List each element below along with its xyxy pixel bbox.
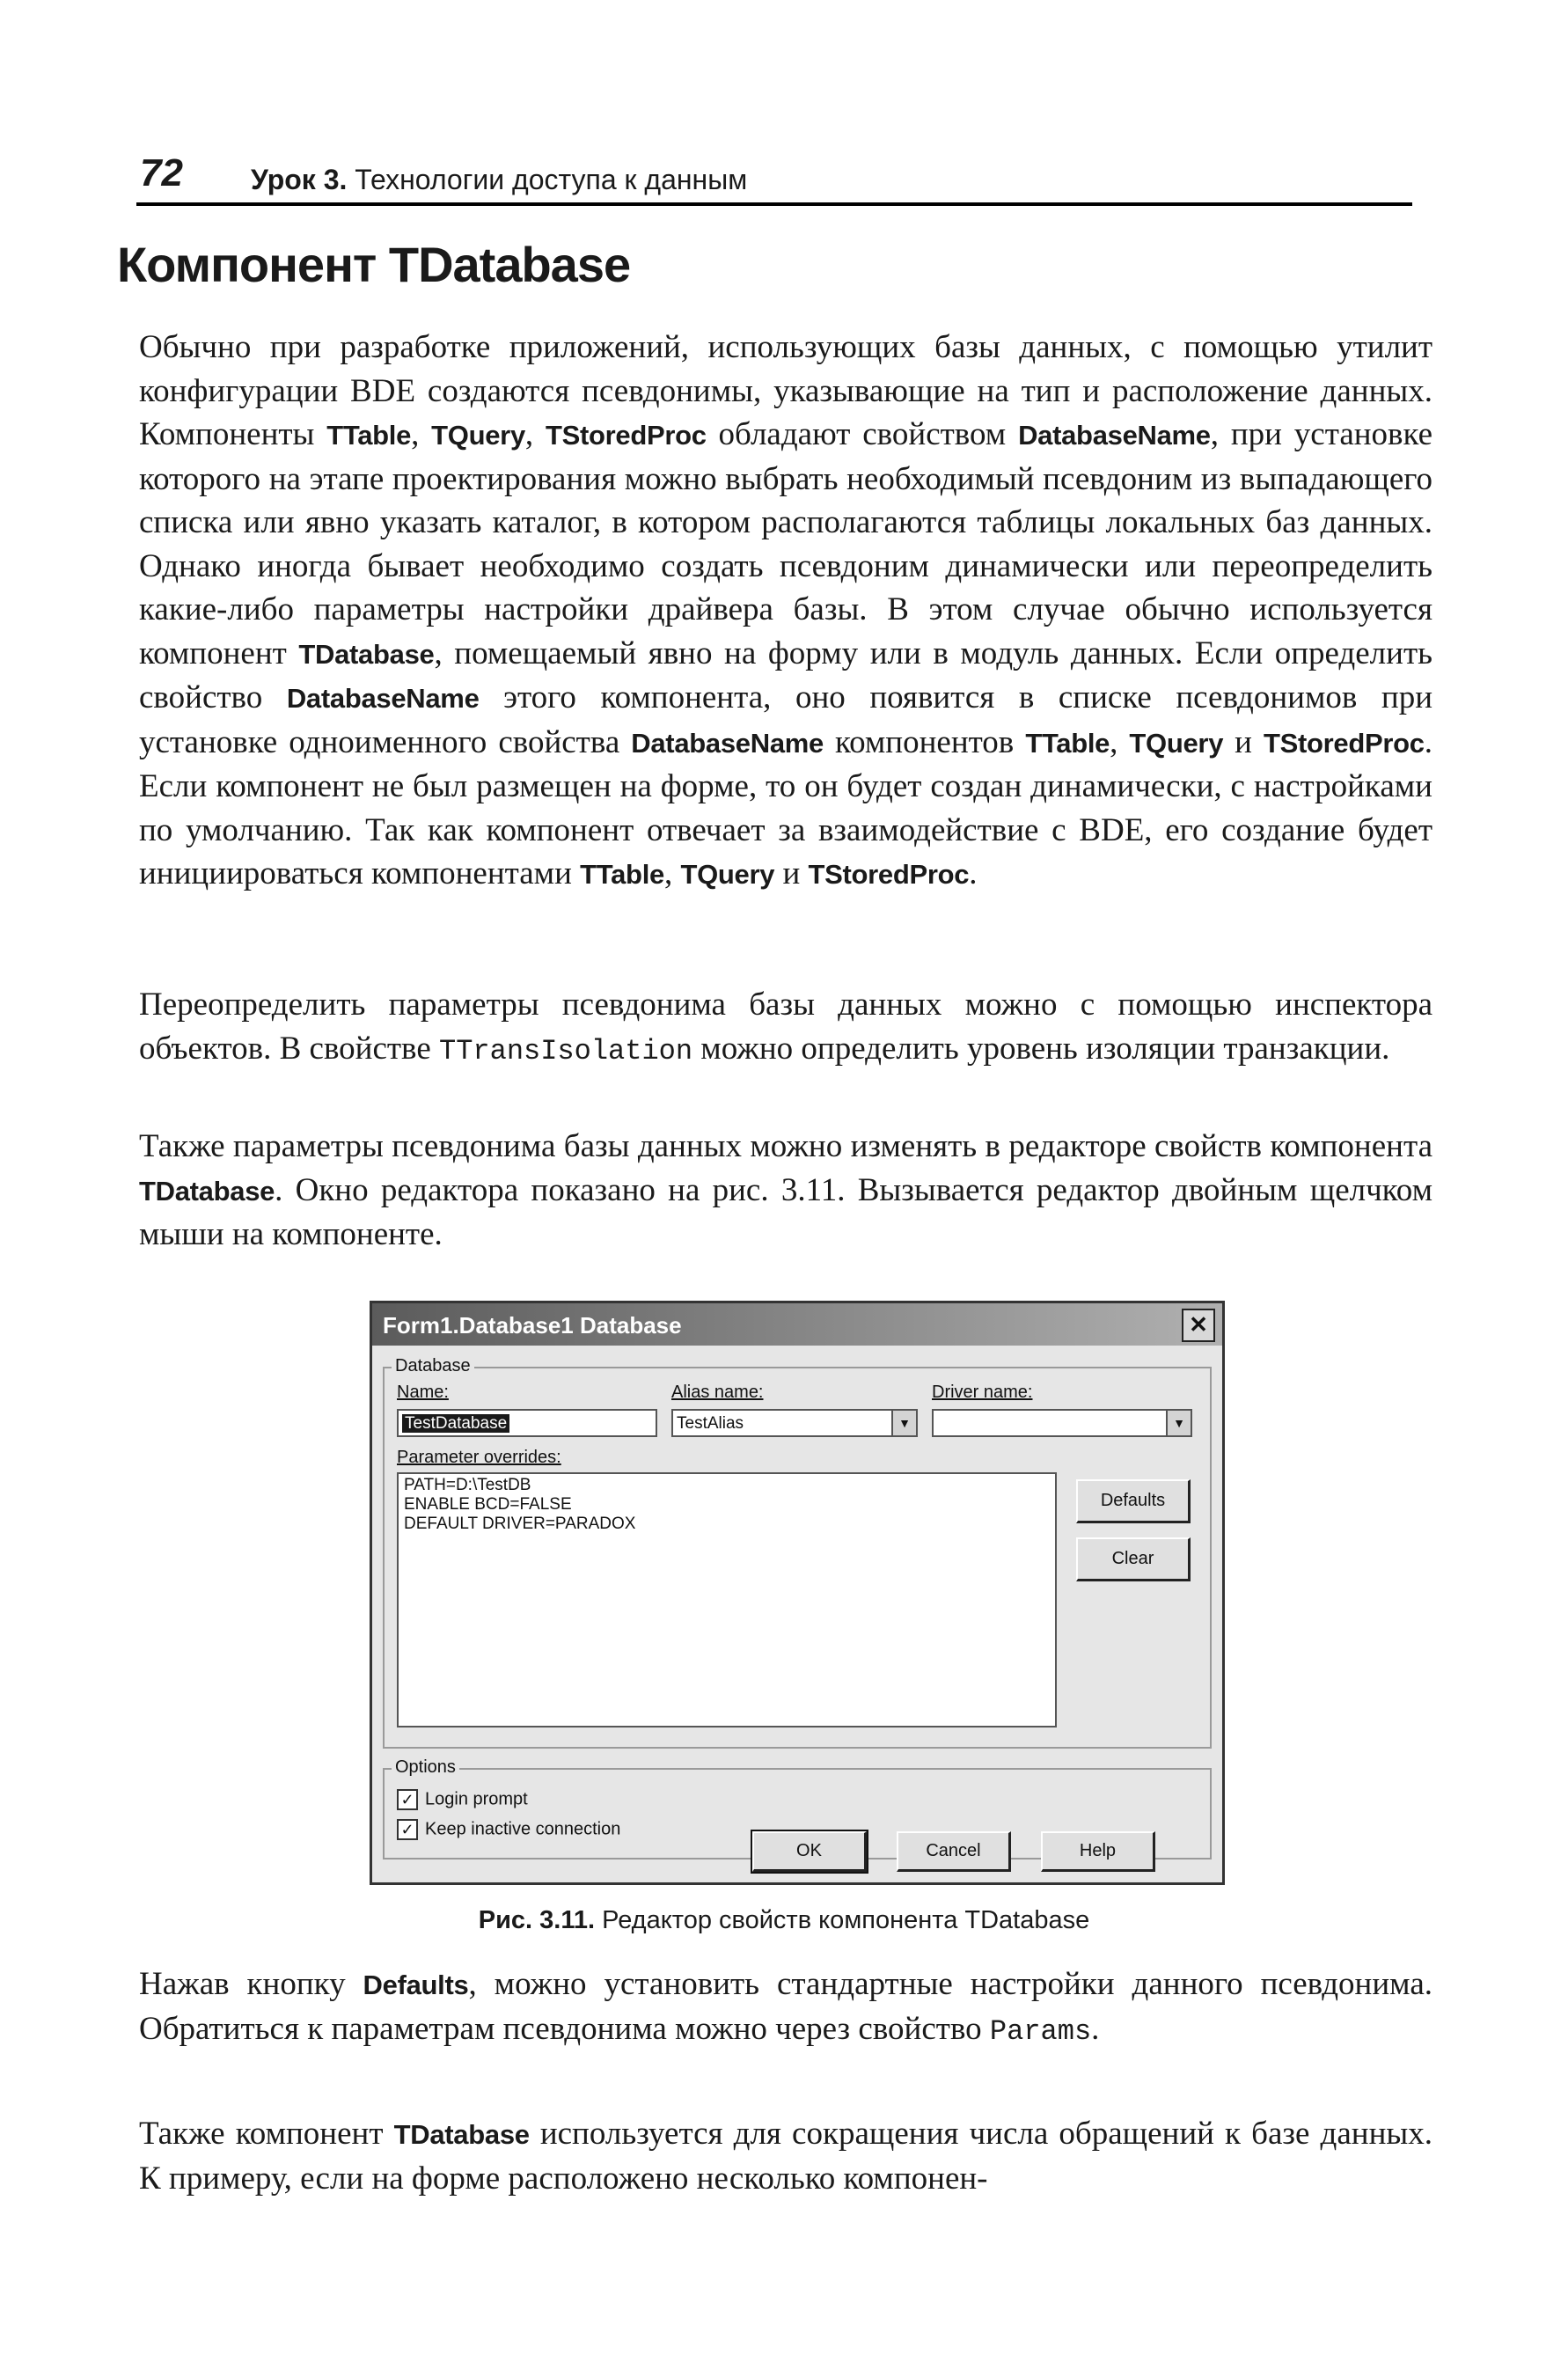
paragraph-5: Также компонент TDatabase используется для сокращения числа обращений к базе данных. К примеру, если на форме расположено несколько компонен- [139, 2116, 1432, 2197]
name-label: Name: [397, 1383, 449, 1402]
figure-caption: Рис. 3.11. Редактор свойств компонента TDatabase [478, 1906, 1090, 1934]
chevron-down-icon[interactable]: ▼ [1166, 1411, 1191, 1435]
paragraph-4: Нажав кнопку Defaults, можно установить стандартные настройки данного псевдонима. Обратиться к параметрам псевдонима можно через свойство Params. [139, 1966, 1432, 2048]
param-line: ENABLE BCD=FALSE [404, 1495, 572, 1514]
param-overrides-memo[interactable] [397, 1472, 1057, 1727]
check-icon: ✓ [397, 1789, 418, 1810]
lesson-title: Урок 3. Технологии доступа к данным [251, 164, 748, 195]
options-group-label: Options [392, 1757, 459, 1778]
ok-button[interactable]: OK [752, 1831, 867, 1872]
defaults-button[interactable]: Defaults [1076, 1479, 1191, 1523]
database-group-label: Database [392, 1356, 474, 1376]
close-icon[interactable]: ✕ [1182, 1309, 1215, 1342]
driver-select[interactable] [932, 1409, 1192, 1437]
param-line: PATH=D:\TestDB [404, 1476, 531, 1494]
check-icon: ✓ [397, 1819, 418, 1840]
paragraph-1: Обычно при разработке приложений, использующих базы данных, с помощью утилит конфигурации BDE создаются псевдонимы, указывающие на тип и расположение данных. Компоненты TTable, TQuery, TStoredProc обладают свойством DatabaseName, при установке которого на этапе проектирования можно выбрать необходимый псевдоним из выпадающего списка или явно указать каталог, в котором располагаются таблицы локальных баз данных. Однако иногда бывает необходимо создать псевдоним динамически или переопределить какие-либо параметры настройки драйвера базы. В этом случае обычно используется компонент TDatabase, помещаемый явно на форму или в модуль данных. Если определить свойство DatabaseName этого компонента, оно появится в списке псевдонимов при установке одноименного свойства DatabaseName компонентов TTable, TQuery и TStoredProc. Если компонент не был размещен на форме, то он будет создан динамически, с настройками по умолчанию. Так как компонент отвечает за взаимодействие с BDE, его создание будет инициироваться компонентами TTable, TQuery и TStoredProc. [139, 329, 1432, 891]
running-header [136, 150, 1412, 206]
chevron-down-icon[interactable]: ▼ [891, 1411, 916, 1435]
cancel-button[interactable]: Cancel [897, 1831, 1011, 1872]
login-prompt-checkbox[interactable]: ✓ Login prompt [397, 1789, 528, 1810]
dialog-title: Form1.Database1 Database [383, 1312, 682, 1339]
paragraph-2: Переопределить параметры псевдонима базы данных можно с помощью инспектора объектов. В свойстве TTransIsolation можно определить уровень изоляции транзакции. [139, 987, 1432, 1067]
page-number: 72 [140, 151, 183, 194]
clear-button[interactable]: Clear [1076, 1537, 1191, 1581]
name-input[interactable]: TestDatabase [397, 1409, 657, 1437]
section-title: Компонент TDatabase [117, 237, 631, 292]
alias-select[interactable]: TestAlias ▼ [671, 1409, 918, 1437]
driver-label: Driver name: [932, 1383, 1033, 1402]
paragraph-3: Также параметры псевдонима базы данных можно изменять в редакторе свойств компонента TDatabase. Окно редактора показано на рис. 3.11. Вызывается редактор двойным щелчком мыши на компоненте. [139, 1128, 1432, 1252]
param-overrides-label: Parameter overrides: [397, 1448, 561, 1467]
param-line: DEFAULT DRIVER=PARADOX [404, 1515, 636, 1533]
database-editor-dialog [370, 1301, 1225, 1885]
keep-inactive-checkbox[interactable]: ✓ Keep inactive connection [397, 1819, 620, 1840]
help-button[interactable]: Help [1041, 1831, 1155, 1872]
alias-label: Alias name: [671, 1383, 764, 1402]
dialog-titlebar[interactable] [372, 1303, 1222, 1346]
